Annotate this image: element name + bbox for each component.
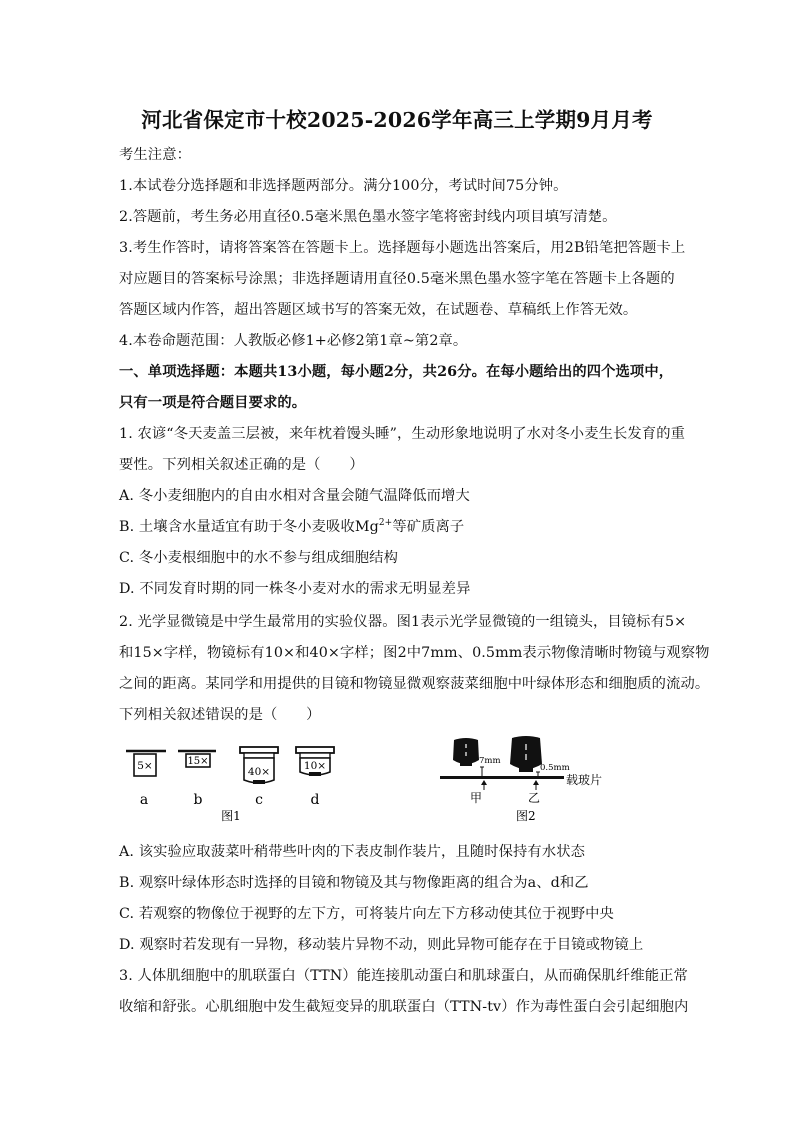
lens-letter: b bbox=[193, 792, 203, 808]
ion-charge: 2+ bbox=[378, 518, 393, 528]
question-2-stem: 2. 光学显微镜是中学生最常用的实验仪器。图1表示光学显微镜的一组镜头，目镜标有5× bbox=[119, 614, 687, 630]
question-2-option-a: A. 该实验应取菠菜叶稍带些叶肉的下表皮制作装片，且随时保持有水状态 bbox=[119, 844, 586, 860]
lens-mark: 15× bbox=[187, 756, 209, 767]
lens-letter: a bbox=[139, 792, 149, 808]
lens-letter: c bbox=[255, 792, 263, 808]
question-1-stem: 1. 农谚“冬天麦盖三层被，来年枕着馒头睡”，生动形象地说明了水对冬小麦生长发育的重 bbox=[119, 426, 685, 442]
distance-label-jia: 7mm bbox=[479, 756, 501, 766]
slide-label: 载玻片 bbox=[566, 773, 603, 787]
question-2-option-b: B. 观察叶绿体形态时选择的目镜和物镜及其与物像距离的组合为a、d和乙 bbox=[119, 875, 589, 891]
figure-2-distances bbox=[436, 734, 626, 826]
lens-b-eyepiece bbox=[178, 751, 216, 808]
question-2-stem: 下列相关叙述错误的是（ ） bbox=[119, 707, 321, 723]
question-3-stem: 收缩和舒张。心肌细胞中发生截短变异的肌联蛋白（TTN-tv）作为毒性蛋白会引起细胞内 bbox=[119, 999, 689, 1015]
note-line: 4.本卷命题范围：人教版必修1+必修2第1章~第2章。 bbox=[119, 333, 468, 349]
lens-a-eyepiece bbox=[126, 751, 166, 808]
section-heading: 只有一项是符合题目要求的。 bbox=[119, 395, 307, 411]
question-2-stem: 之间的距离。某同学和用提供的目镜和物镜显微观察菠菜细胞中叶绿体形态和细胞质的流动。 bbox=[119, 676, 710, 692]
notes-heading: 考生注意： bbox=[119, 147, 191, 163]
lens-mark: 40× bbox=[247, 766, 271, 778]
question-1-option-c: C. 冬小麦根细胞中的水不参与组成细胞结构 bbox=[119, 550, 398, 566]
question-1-stem: 要性。下列相关叙述正确的是（ ） bbox=[119, 457, 364, 473]
question-1-option-d: D. 不同发育时期的同一株冬小麦对水的需求无明显差异 bbox=[119, 581, 471, 597]
objective-jia bbox=[453, 738, 479, 766]
lens-mark: 5× bbox=[137, 760, 153, 772]
note-line: 1.本试卷分选择题和非选择题两部分。满分100分，考试时间75分钟。 bbox=[119, 178, 568, 194]
question-2-option-c: C. 若观察的物像位于视野的左下方，可将装片向左下方移动使其位于视野中央 bbox=[119, 906, 614, 922]
note-line: 3.考生作答时，请将答案答在答题卡上。选择题每小题选出答案后，用2B铅笔把答题卡上 bbox=[119, 240, 686, 256]
option-text: B. 土壤含水量适宜有助于冬小麦吸收Mg bbox=[119, 519, 379, 535]
objective-label-jia: 甲 bbox=[470, 791, 483, 805]
exam-title: 河北省保定市十校2025-2026学年高三上学期9月月考 bbox=[141, 108, 653, 132]
figure-1-lenses bbox=[118, 742, 358, 824]
question-1-option-a: A. 冬小麦细胞内的自由水相对含量会随气温降低而增大 bbox=[119, 488, 470, 504]
question-1-option-b bbox=[119, 517, 464, 537]
objective-label-yi: 乙 bbox=[528, 791, 541, 805]
note-line: 2.答题前，考生务必用直径0.5毫米黑色墨水签字笔将密封线内项目填写清楚。 bbox=[119, 209, 617, 225]
lens-letter: d bbox=[310, 792, 320, 808]
figure-1-caption: 图1 bbox=[221, 809, 241, 823]
note-line: 答题区域内作答，超出答题区域书写的答案无效，在试题卷、草稿纸上作答无效。 bbox=[119, 302, 638, 318]
lens-d-objective bbox=[296, 747, 334, 808]
objective-yi bbox=[510, 736, 542, 772]
option-text: 等矿质离子 bbox=[392, 519, 465, 535]
glass-slide bbox=[440, 776, 564, 779]
question-2-option-d: D. 观察时若发现有一异物，移动装片异物不动，则此异物可能存在于目镜或物镜上 bbox=[119, 937, 644, 953]
lens-c-objective bbox=[240, 747, 278, 808]
figure-2-caption: 图2 bbox=[516, 809, 536, 823]
section-heading: 一、单项选择题：本题共13小题，每小题2分，共26分。在每小题给出的四个选项中， bbox=[119, 364, 674, 380]
note-line: 对应题目的答案标号涂黑；非选择题请用直径0.5毫米黑色墨水签字笔在答题卡上各题的 bbox=[119, 271, 675, 287]
distance-label-yi: 0.5mm bbox=[540, 763, 570, 773]
lens-mark: 10× bbox=[303, 760, 327, 772]
question-3-stem: 3. 人体肌细胞中的肌联蛋白（TTN）能连接肌动蛋白和肌球蛋白，从而确保肌纤维能正常 bbox=[119, 968, 688, 984]
question-2-stem: 和15×字样，物镜标有10×和40×字样；图2中7mm、0.5mm表示物像清晰时物镜与观察物 bbox=[119, 645, 710, 661]
